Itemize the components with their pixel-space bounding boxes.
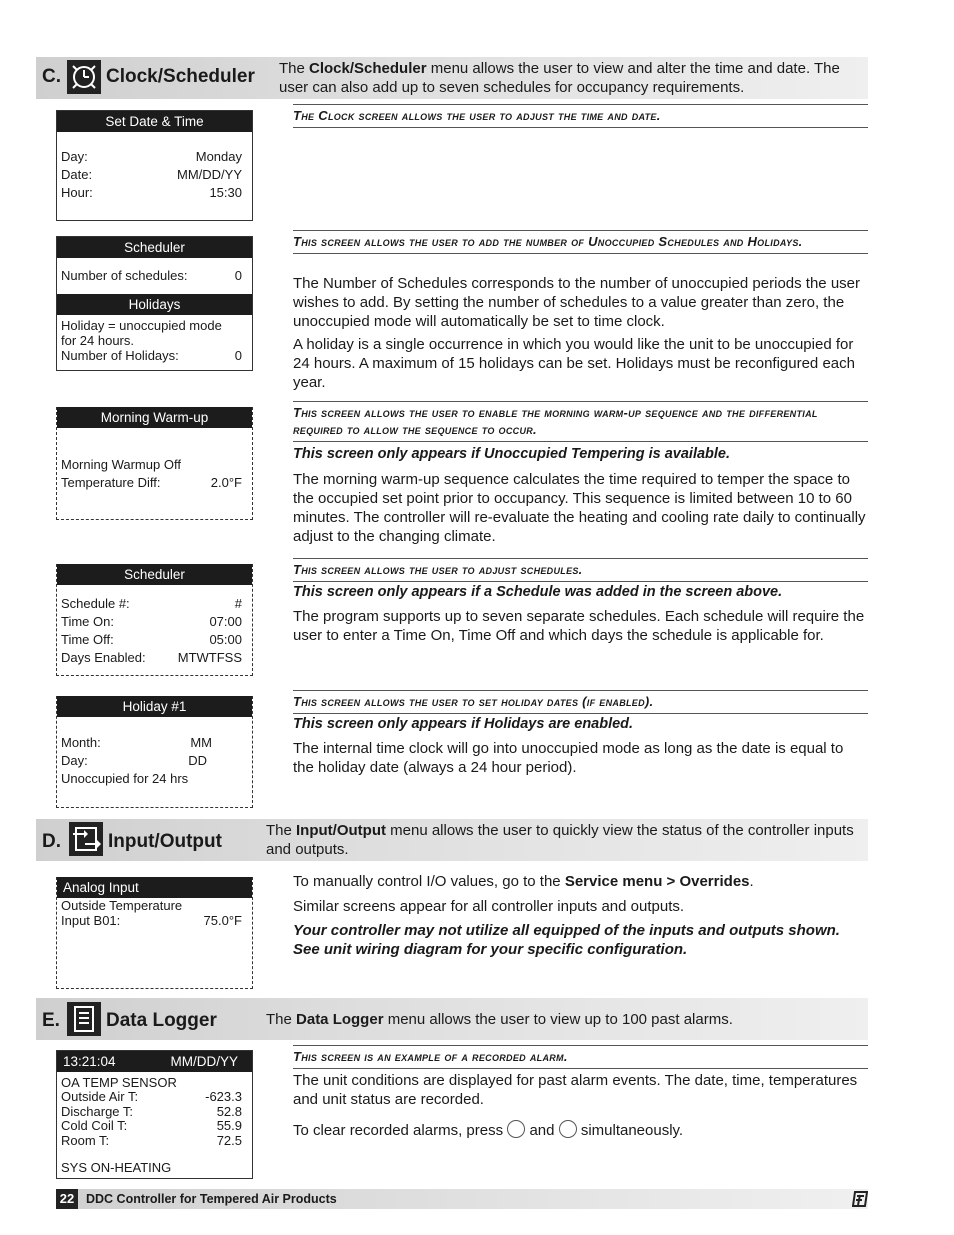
screen-row-number-of-holidays: Number of Holidays: 0	[61, 348, 242, 363]
screen-header: Scheduler	[57, 237, 252, 258]
screen-row-holiday-text-2: for 24 hours.	[61, 333, 134, 348]
paragraph-holiday: A holiday is a single occurrence in which you would like the unit to be unoccupied for 24 hours. A maximum of 15 holidays can be set. Holidays must be reconfigured each year.	[293, 336, 855, 391]
screen-header: 13:21:04 MM/DD/YY	[57, 1051, 252, 1072]
footer-title: DDC Controller for Tempered Air Products	[86, 1192, 337, 1206]
section-c-title: Clock/Scheduler	[106, 66, 255, 87]
screen-row-warmup: Morning Warmup Off	[61, 457, 181, 472]
caption-alarm: This screen is an example of a recorded alarm.	[293, 1045, 868, 1069]
screen-row-temperature-diff: Temperature Diff: 2.0°F	[61, 475, 242, 490]
paragraph-io-similar: Similar screens appear for all controller inputs and outputs.	[293, 898, 685, 915]
paragraph-alarm: The unit conditions are displayed for past alarm events. The date, time, temperatures and unit status are recorded.	[293, 1072, 858, 1108]
button-circle-icon	[507, 1120, 525, 1138]
data-logger-icon	[67, 1002, 101, 1036]
screen-alarm-log	[56, 1050, 253, 1179]
screen-header: Analog Input	[57, 877, 252, 898]
screen-row-time-on: Time On: 07:00	[61, 614, 242, 629]
screen-row-date: Date: MM/DD/YY	[61, 167, 242, 182]
screen-row-days-enabled: Days Enabled: MTWTFSS	[61, 650, 242, 665]
button-circle-icon	[559, 1120, 577, 1138]
page-number: 22	[56, 1189, 78, 1209]
input-output-icon	[69, 822, 103, 856]
screen-header: Morning Warm-up	[57, 407, 252, 428]
screen-header: Scheduler	[57, 564, 252, 585]
paragraph-clear-alarms: To clear recorded alarms, press and simultaneously.	[293, 1122, 684, 1139]
screen-holiday	[56, 696, 253, 808]
section-c-header	[36, 57, 868, 99]
brand-logo-icon	[852, 1191, 868, 1207]
screen-row-number-of-schedules: Number of schedules: 0	[61, 268, 242, 283]
screen-row-schedule-number: Schedule #: #	[61, 596, 242, 611]
note-schedules: This screen only appears if a Schedule was added in the screen above.	[293, 584, 783, 600]
screen-row-outside-air: Outside Air T: -623.3	[61, 1089, 242, 1104]
screen-row-alarm-name: OA TEMP SENSOR	[61, 1075, 177, 1090]
note-io-warning: Your controller may not utilize all equipped of the inputs and outputs shown. See unit wiring diagram for your specific configuration.	[293, 922, 840, 958]
caption-unoccupied: This screen allows the user to add the number of Unoccupied Schedules and Holidays.	[293, 230, 868, 254]
caption-holiday: This screen allows the user to set holiday dates (if enabled).	[293, 690, 868, 714]
screen-analog-input	[56, 877, 253, 989]
screen-scheduler-count	[56, 236, 253, 371]
screen-morning-warmup	[56, 407, 253, 520]
caption-clock: The Clock screen allows the user to adjust the time and date.	[293, 104, 868, 128]
screen-row-time-off: Time Off: 05:00	[61, 632, 242, 647]
screen-schedule-detail	[56, 564, 253, 676]
screen-row-hour: Hour: 15:30	[61, 185, 242, 200]
screen-row-discharge: Discharge T: 52.8	[61, 1103, 242, 1119]
section-d-title: Input/Output	[108, 831, 222, 852]
screen-row-holiday-text: Holiday = unoccupied mode	[61, 318, 222, 333]
note-holiday: This screen only appears if Holidays are enabled.	[293, 716, 634, 732]
screen-row-input-b01: Input B01: 75.0°F	[61, 913, 242, 928]
paragraph-schedules: The Number of Schedules corresponds to the number of unoccupied periods the user wishes to add. By setting the number of schedules to a value greater than zero, the unoccupied mode will automatically be set to time clock.	[293, 275, 860, 330]
section-e-letter: E.	[42, 1010, 60, 1031]
section-e-title: Data Logger	[106, 1010, 217, 1031]
section-c-description: The Clock/Scheduler menu allows the user to view and alter the time and date. The user can also add up to seven schedules for occupancy requirements.	[279, 60, 840, 96]
screen-row-day: Day: DD	[61, 753, 207, 768]
caption-warmup: This screen allows the user to enable the morning warm-up sequence and the differential required to allow the sequence to occur.	[293, 401, 868, 442]
screen-row-outside-temperature: Outside Temperature	[61, 898, 183, 913]
screen-set-date-time	[56, 110, 253, 221]
paragraph-holiday-2: The internal time clock will go into unoccupied mode as long as the date is equal to the holiday date (always a 24 hour period).	[293, 740, 844, 776]
caption-schedules: This screen allows the user to adjust schedules.	[293, 558, 868, 582]
screen-row-cold-coil: Cold Coil T: 55.9	[61, 1118, 242, 1133]
screen-row-month: Month: MM	[61, 735, 212, 750]
section-c-letter: C.	[42, 66, 61, 87]
page-footer	[56, 1189, 868, 1209]
section-d-letter: D.	[42, 831, 61, 852]
section-d-description: The Input/Output menu allows the user to quickly view the status of the controller inputs and outputs.	[266, 822, 854, 858]
screen-row-status: SYS ON-HEATING	[61, 1160, 172, 1175]
screen-row-room: Room T: 72.5	[61, 1132, 242, 1148]
clock-icon	[67, 60, 101, 94]
section-e-header	[36, 998, 868, 1040]
note-warmup: This screen only appears if Unoccupied Tempering is available.	[293, 446, 731, 462]
screen-row-day: Day: Monday	[61, 149, 242, 164]
paragraph-warmup: The morning warm-up sequence calculates the time required to temper the space to the occupied set point prior to occupancy. This sequence is limited between 10 to 60 minutes. The controller will re-evaluate the heating and cooling rate daily to continually adjust to the changing climate.	[293, 471, 866, 545]
holidays-header: Holidays	[57, 294, 252, 315]
section-d-header	[36, 819, 868, 861]
paragraph-schedules-2: The program supports up to seven separate schedules. Each schedule will require the user to enter a Time On, Time Off and which days the schedule is applicable for.	[293, 608, 865, 644]
paragraph-io-overrides: To manually control I/O values, go to the Service menu > Overrides.	[293, 873, 754, 890]
screen-header: Holiday #1	[57, 696, 252, 717]
screen-row-unoccupied: Unoccupied for 24 hrs	[61, 771, 189, 786]
section-e-description: The Data Logger menu allows the user to view up to 100 past alarms.	[266, 1011, 733, 1028]
screen-header: Set Date & Time	[57, 111, 252, 132]
